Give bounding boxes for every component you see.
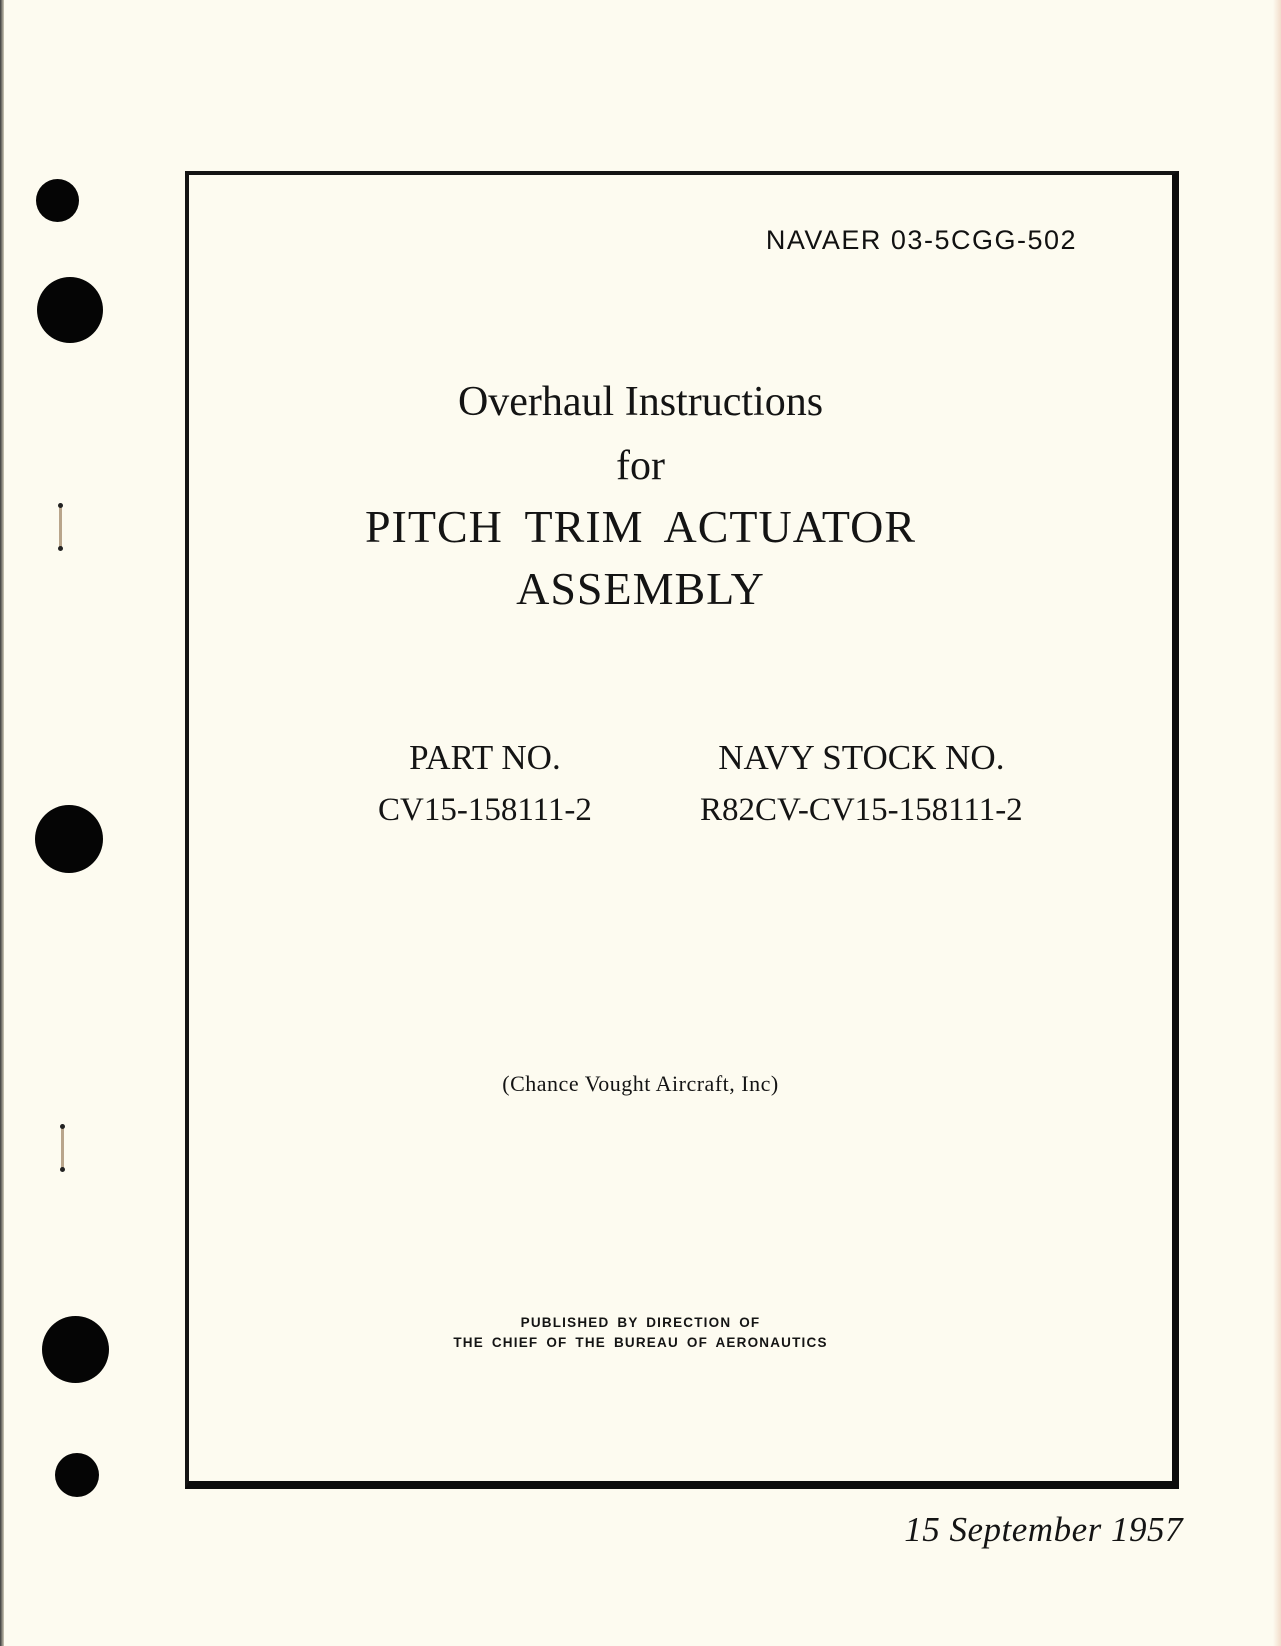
publisher-line-1: PUBLISHED BY DIRECTION OF <box>520 1315 761 1330</box>
stock-number-block <box>700 738 1023 829</box>
page-right-edge <box>1273 0 1281 1646</box>
punch-hole-5 <box>55 1453 99 1497</box>
staple-mark-2 <box>61 1126 64 1170</box>
title-line-assembly: ASSEMBLY <box>516 563 765 614</box>
publisher-line-2: THE CHIEF OF THE BUREAU OF AERONAUTICS <box>453 1335 828 1350</box>
punch-hole-2 <box>37 277 103 343</box>
page-left-edge <box>0 0 4 1646</box>
title-line-overhaul: Overhaul Instructions <box>457 379 824 425</box>
publisher-statement <box>0 1313 1281 1353</box>
stock-number-label: NAVY STOCK NO. <box>718 738 1005 777</box>
punch-hole-1 <box>36 179 79 222</box>
title-line-component: PITCH TRIM ACTUATOR <box>364 501 917 552</box>
part-number-value: CV15-158111-2 <box>378 792 592 828</box>
punch-hole-3 <box>35 805 103 873</box>
cover-frame <box>185 171 1179 1489</box>
publication-date: 15 September 1957 <box>904 1510 1183 1549</box>
manufacturer: (Chance Vought Aircraft, Inc) <box>502 1071 779 1096</box>
title-line-for: for <box>616 443 665 489</box>
part-number-label: PART NO. <box>409 738 561 777</box>
stock-number-value: R82CV-CV15-158111-2 <box>700 792 1023 828</box>
part-number-block <box>378 738 592 829</box>
document-number: NAVAER 03-5CGG-502 <box>765 225 1077 255</box>
